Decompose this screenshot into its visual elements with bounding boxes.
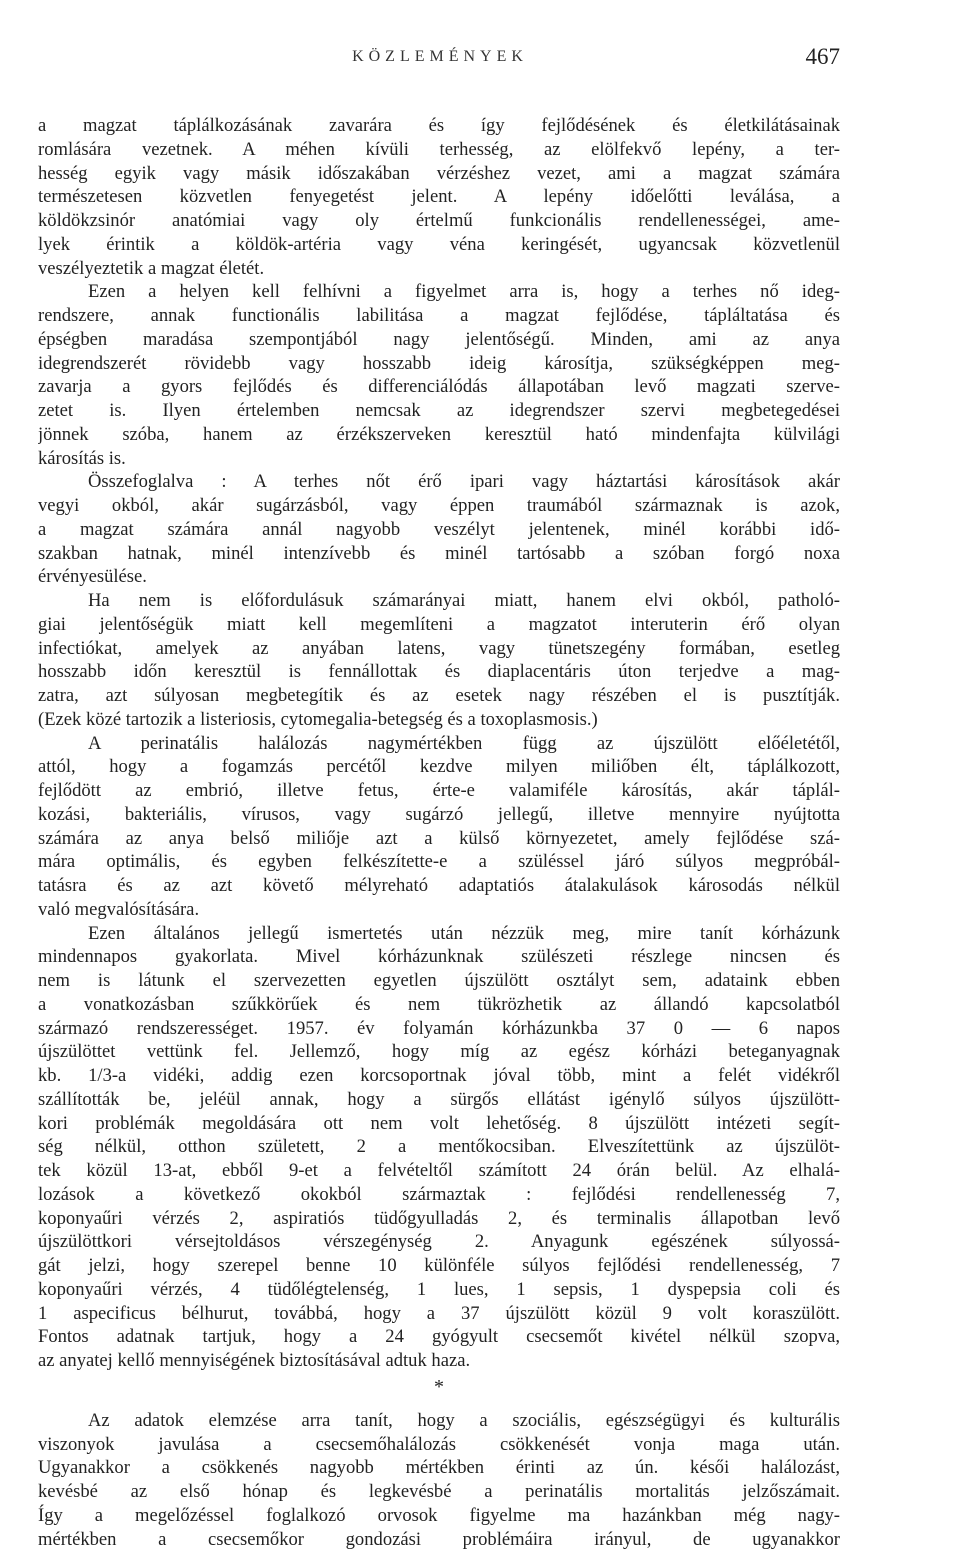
text-line: zatra, azt súlyosan megbetegítik és az esetek nagy részében el is pusztítják.	[38, 684, 840, 708]
text-line: koponyaűri vérzés 2, aspiratiós tüdőgyulladás 2, és terminalis állapotban levő	[38, 1207, 840, 1231]
text-line: viszonyok javulása a csecsemőhalálozás csökkenését vonja maga után.	[38, 1433, 840, 1457]
running-title: KÖZLEMÉNYEK	[40, 48, 840, 66]
paragraph-infections	[38, 589, 840, 732]
text-line: származó rendszerességet. 1957. év folyamán kórházunkba 37 0 — 6 napos	[38, 1017, 840, 1041]
text-line: mértékben a csecsemőkor gondozási problémáira irányul, de ugyanakkor	[38, 1528, 840, 1551]
text-line: romlására vezetnek. A méhen kívüli terhesség, az elölfekvő lepény, a ter-	[38, 138, 840, 162]
text-line: idegrendszerét rövidebb vagy hosszabb ideig károsítja, szükségképpen meg-	[38, 352, 840, 376]
text-line: hosszabb időn keresztül is fennállottak és diaplacentáris úton terjedve a mag-	[38, 660, 840, 684]
text-line: infectiókat, amelyek az anyában latens, vagy tünetszegény formában, esetleg	[38, 637, 840, 661]
paragraph-nervous-system	[38, 280, 840, 470]
text-line: szakban hatnak, minél intenzívebb és minél tartósabb a szóban forgó noxa	[38, 542, 840, 566]
text-line: (Ezek közé tartozik a listeriosis, cytomegalia-betegség és a toxoplasmosis.)	[38, 708, 840, 732]
text-line: zavarja a gyors fejlődés és differenciálódás állapotában levő magzati szerve-	[38, 375, 840, 399]
text-line: fejlődött az embrió, illetve fetus, érte-e valamiféle károsítás, akár táplál-	[38, 779, 840, 803]
text-line: a vonatkozásban szűkkörűek és nem tükrözhetik az állandó kapcsolatból	[38, 993, 840, 1017]
text-line: lyek érintik a köldök-artéria vagy véna keringését, ugyancsak közvetlenül	[38, 233, 840, 257]
text-line: zetet is. Ilyen értelemben nemcsak az idegrendszer szervi megbetegedései	[38, 399, 840, 423]
paragraph-conclusion	[38, 1409, 840, 1551]
text-line: rendszere, annak functionális labilitása a magzat fejlődése, tápláltatása és	[38, 304, 840, 328]
text-line: mindennapos gyakorlata. Mivel kórházunknak szülészeti részlege nincsen és	[38, 945, 840, 969]
text-line: jönnek szóba, hanem az érzékszerveken keresztül ható mindenfajta külvilági	[38, 423, 840, 447]
text-line: hesség egyik vagy másik időszakában vérzéshez vezet, ami a magzat számára	[38, 162, 840, 186]
text-line: gát jelzi, hogy szerepel benne 10 különféle súlyos fejlődési rendellenesség, 7	[38, 1254, 840, 1278]
text-line: kozási, bakteriális, vírusos, vagy sugárzó jellegű, illetve mennyire nyújtotta	[38, 803, 840, 827]
text-line: lozások a következő okokból származtak : fejlődési rendellenesség 7,	[38, 1183, 840, 1207]
text-line: giai jelentőségük miatt kell megemlíteni a magzatot interuterin érő olyan	[38, 613, 840, 637]
text-line: károsítás is.	[38, 447, 840, 471]
text-line: tek közül 13-at, ebből 9-et a felvételtől számított 24 órán belül. Az elhalá-	[38, 1159, 840, 1183]
text-line: Ezen a helyen kell felhívni a figyelmet arra is, hogy a terhes nő ideg-	[38, 280, 840, 304]
page-number: 467	[800, 44, 840, 70]
text-line: Fontos adatnak tartjuk, hogy a 24 gyógyult csecsemőt kivétel nélkül szopva,	[38, 1325, 840, 1349]
text-line: Az adatok elemzése arra tanít, hogy a szociális, egészségügyi és kulturális	[38, 1409, 840, 1433]
text-line: Ezen általános jellegű ismertetés után nézzük meg, mire tanít kórházunk	[38, 922, 840, 946]
text-line: kori problémák megoldására ott nem volt lehetőség. 8 újszülött intézeti segít-	[38, 1112, 840, 1136]
text-line: újszülöttet vettünk fel. Jellemző, hogy míg az egész kórházi beteganyagnak	[38, 1040, 840, 1064]
text-line: ség nélkül, otthon született, 2 a mentőkocsiban. Elveszítettünk az újszülöt-	[38, 1135, 840, 1159]
text-line: attól, hogy a fogamzás percétől kezdve milyen miliőben élt, táplálkozott,	[38, 755, 840, 779]
text-line: vegyi okból, akár sugárzásból, vagy éppen traumából származnak is azok,	[38, 494, 840, 518]
text-line: szállították be, jeléül annak, hogy a sürgős ellátást igénylő súlyos újszülött-	[38, 1088, 840, 1112]
text-line: kevésbé az első hónap és legkevésbé a perinatális mortalitás jelzőszámait.	[38, 1480, 840, 1504]
text-line: újszülöttkori vérsejtoldásos vérszegénység 2. Anyagunk egészének súlyossá-	[38, 1230, 840, 1254]
text-line: Ugyanakkor a csökkenés nagyobb mértékben érinti az ún. késői halálozást,	[38, 1456, 840, 1480]
text-line: természetesen közvetlen fenyegetést jelent. A lepény időelőtti leválása, a	[38, 185, 840, 209]
paragraph-perinatal-mortality	[38, 732, 840, 922]
section-divider-asterisk: *	[38, 1373, 840, 1407]
text-line: érvényesülése.	[38, 565, 840, 589]
text-line: kb. 1/3-a vidéki, addig ezen korcsoportnak jóval több, mint a felét vidékről	[38, 1064, 840, 1088]
article-body	[38, 114, 840, 1551]
text-line: épségben maradása szempontjából nagy jelentőségű. Minden, ami az anya	[38, 328, 840, 352]
text-line: tatásra és az azt követő mélyreható adaptatiós átalakulások károsodás nélkül	[38, 874, 840, 898]
text-line: nem is látunk el szervezetten egyetlen újszülött osztályt sem, adataink ebben	[38, 969, 840, 993]
text-line: való megvalósítására.	[38, 898, 840, 922]
text-line: az anyatej kellő mennyiségének biztosításával adtuk haza.	[38, 1349, 840, 1373]
text-line: köldökzsinór anatómiai vagy oly értelmű funkcionális rendellenességei, ame-	[38, 209, 840, 233]
text-line: Így a megelőzéssel foglalkozó orvosok figyelme ma hazánkban még nagy-	[38, 1504, 840, 1528]
paragraph-hospital-practice	[38, 922, 840, 1373]
text-line: a magzat számára annál nagyobb veszélyt jelentenek, minél korábbi idő-	[38, 518, 840, 542]
paragraph-summary	[38, 470, 840, 589]
text-line: veszélyeztetik a magzat életét.	[38, 257, 840, 281]
text-line: számára az anya belső miliője azt a külső környezetet, amely fejlődése szá-	[38, 827, 840, 851]
text-line: Ha nem is előfordulásuk számarányai miatt, hanem elvi okból, patholó-	[38, 589, 840, 613]
paragraph-placental-risks	[38, 114, 840, 280]
text-line: A perinatális halálozás nagymértékben függ az újszülött előéletétől,	[38, 732, 840, 756]
text-line: 1 aspecificus bélhurut, továbbá, hogy a 37 újszülött közül 9 volt koraszülött.	[38, 1302, 840, 1326]
text-line: Összefoglalva : A terhes nőt érő ipari vagy háztartási károsítások akár	[38, 470, 840, 494]
text-line: a magzat táplálkozásának zavarára és így fejlődésének és életkilátásainak	[38, 114, 840, 138]
text-line: mára optimális, és egyben felkészítette-e a szüléssel járó súlyos megpróbál-	[38, 850, 840, 874]
text-line: koponyaűri vérzés, 4 tüdőlégtelenség, 1 lues, 1 sepsis, 1 dyspepsia coli és	[38, 1278, 840, 1302]
